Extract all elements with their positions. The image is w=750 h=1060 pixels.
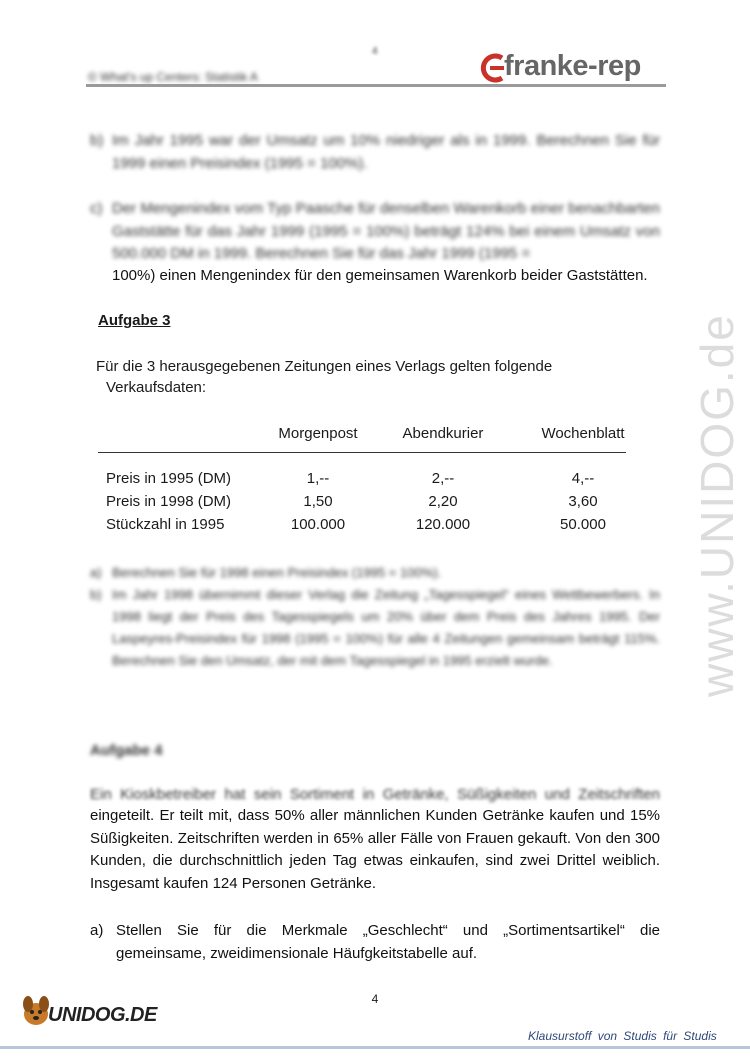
table-cell: Stückzahl in 1995 <box>106 516 225 533</box>
footer-rule <box>0 1046 750 1049</box>
table-rule <box>98 452 626 453</box>
intro-line-1: Für die 3 herausgegebenen Zeitungen eines Verlags gelten folgende <box>96 358 553 375</box>
header-rule <box>86 84 666 87</box>
watermark: www.UNIDOG.de <box>691 313 743 697</box>
section-title-aufgabe-3: Aufgabe 3 <box>98 312 171 329</box>
footer-logo-text: UNIDOG.DE <box>48 1004 157 1026</box>
item-text: Im Jahr 1998 übernimmt dieser Verlag die Zeitung „Tagesspiegel“ eines Wettbewerbers. In 1998 liegt der Preis des Tagesspiegels um 20% über dem Preis des Jahres 1995. Der Laspeyres-Preisindex für 1998 (1995 = 100%) für alle 4 Zeitungen gemeinsam beträgt 115%. Berechnen Sie den Umsatz, der mit dem Tagesspiegel in 1995 erzielt wurde. <box>112 587 660 668</box>
footer-slogan: Klausurstoff von Studis für Studis <box>528 1029 717 1043</box>
logo-text: franke-rep <box>504 50 641 82</box>
table-cell: 1,-- <box>306 470 330 487</box>
table-row <box>98 516 626 539</box>
table-cell: Preis in 1995 (DM) <box>106 470 232 487</box>
question-item-c <box>90 198 660 288</box>
item-text: Im Jahr 1995 war der Umsatz um 10% niedriger als in 1999. Berechnen Sie für 1999 einen Preisindex (1995 = 100%). <box>112 132 660 172</box>
table-cell: 1,50 <box>303 493 333 510</box>
aufgabe-3-question-b <box>90 584 660 672</box>
sales-table <box>98 425 626 539</box>
franke-rep-logo <box>478 50 658 86</box>
aufgabe-4-question-a <box>90 920 660 965</box>
table-header-cell: Abendkurier <box>402 425 484 442</box>
page-number: 4 <box>371 992 379 1006</box>
table-cell: 2,-- <box>431 470 455 487</box>
table-cell: 2,20 <box>428 493 458 510</box>
table-cell: 4,-- <box>571 470 595 487</box>
item-text: Der Mengenindex vom Typ Paasche für denselben Warenkorb einer benachbarten Gaststätte für das Jahr 1999 (1995 = 100%) beträgt 124% bei einem Umsatz von 500.000 DM in 1999. Berechnen Sie für das Jahr 1999 (1995 = <box>112 200 660 262</box>
table-cell: 3,60 <box>568 493 598 510</box>
header-copyright: © What's up Centers: Statistik A <box>88 70 258 84</box>
header-page-mark: 4 <box>372 46 378 57</box>
item-label: b) <box>90 587 102 602</box>
table-cell: 50.000 <box>560 516 606 533</box>
item-label: a) <box>90 922 104 939</box>
item-label: c) <box>90 200 103 217</box>
table-cell: 120.000 <box>415 516 471 533</box>
table-row <box>98 493 626 516</box>
aufgabe-3-intro <box>96 356 596 398</box>
item-label: a) <box>90 565 102 580</box>
unidog-logo <box>20 990 160 1032</box>
item-text: Stellen Sie für die Merkmale „Geschlecht“ und „Sortimentsartikel“ die gemeinsame, zweidimensionale Häufgkeitstabelle auf. <box>116 922 660 962</box>
table-header-cell: Wochenblatt <box>541 425 625 442</box>
item-text-clear: 100%) einen Mengenindex für den gemeinsamen Warenkorb beider Gaststätten. <box>112 267 648 284</box>
item-text: Berechnen Sie für 1998 einen Preisindex (1995 = 100%). <box>112 565 442 580</box>
section-title-aufgabe-4: Aufgabe 4 <box>90 742 163 759</box>
question-item-b <box>90 130 660 175</box>
table-header-cell: Morgenpost <box>278 425 358 442</box>
intro-line-2: Verkaufsdaten: <box>106 379 207 396</box>
aufgabe-4-paragraph <box>90 784 660 895</box>
table-cell: 100.000 <box>290 516 346 533</box>
table-cell: Preis in 1998 (DM) <box>106 493 232 510</box>
aufgabe-3-question-a <box>90 562 660 584</box>
paragraph-first-line: Ein Kioskbetreiber hat sein Sortiment in Getränke, Süßigkeiten und Zeitschriften <box>90 786 660 803</box>
paragraph-body: eingeteilt. Er teilt mit, dass 50% aller männlichen Kunden Getränke kaufen und 15% Süßigkeiten. Zeitschriften werden in 65% aller Fälle von Frauen gekauft. Von den 300 Kunden, die durchschnittlich jeden Tag etwas einkaufen, sind zwei Drittel weiblich. Insgesamt kaufen 124 Personen Getränke. <box>90 807 660 892</box>
table-header-row <box>98 425 626 453</box>
item-label: b) <box>90 132 104 149</box>
table-row <box>98 470 626 493</box>
